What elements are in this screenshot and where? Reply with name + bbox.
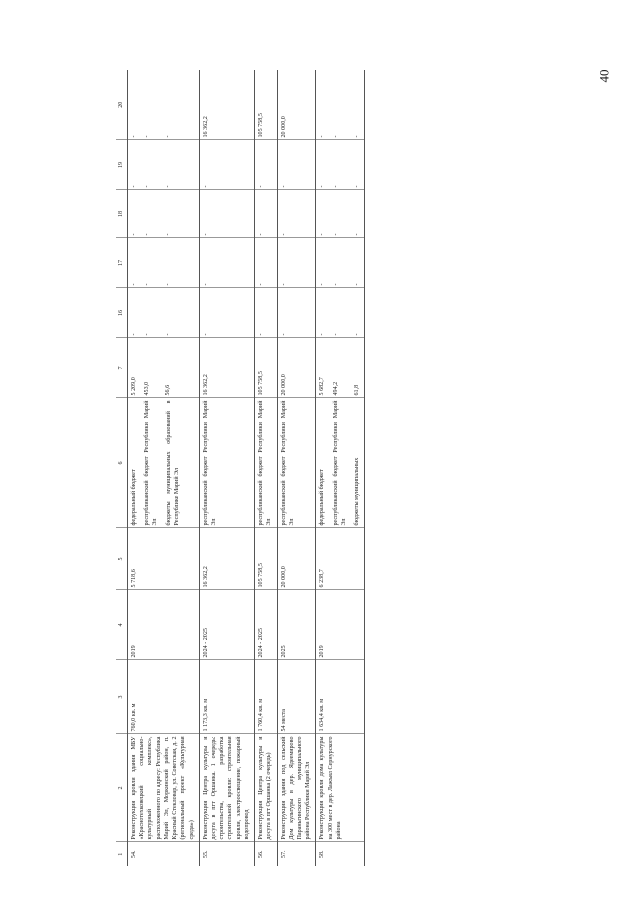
year-value: -	[319, 233, 326, 236]
year-value-cell	[255, 140, 277, 190]
year-value: 16 362,2	[202, 116, 209, 138]
year-value-cell	[199, 140, 254, 190]
year-value: -	[353, 233, 360, 236]
year-value-cell	[255, 288, 277, 338]
capacity-cell: 1 634,4 кв. м	[316, 660, 365, 734]
total-cost-cell: 5 718,6	[128, 528, 200, 590]
year-value: -	[332, 135, 339, 138]
year-value-cell	[128, 288, 200, 338]
year-value-cell	[255, 190, 277, 238]
table-row	[199, 70, 254, 866]
column-number-row	[116, 70, 128, 866]
column-header: 18	[116, 190, 128, 238]
year-value-cell	[316, 190, 365, 238]
column-header: 5	[116, 528, 128, 590]
rotated-table-container	[116, 70, 606, 866]
column-header: 3	[116, 660, 128, 734]
year-value: -	[144, 185, 151, 188]
row-number-cell: 55.	[199, 842, 254, 866]
year-value: -	[202, 333, 209, 336]
year-value-cell	[277, 70, 316, 140]
year-value: -	[144, 283, 151, 286]
year-value: -	[165, 333, 172, 336]
table-row	[316, 70, 365, 866]
total-cost-cell: 16 362,2	[199, 528, 254, 590]
row-number-cell: 56.	[255, 842, 277, 866]
year-value: -	[165, 233, 172, 236]
year-value: -	[258, 283, 265, 286]
year-value-cell	[128, 70, 200, 140]
year-value-cell	[277, 238, 316, 288]
object-name-cell: Реконструкция Центра культуры и досуга в пгт Оршанка (2 очередь)	[255, 734, 277, 842]
funding-source: бюджеты муниципальных	[354, 457, 361, 526]
year-value: -	[202, 283, 209, 286]
year-value-cell	[199, 190, 254, 238]
amount-cell	[316, 338, 365, 398]
year-value: -	[319, 135, 326, 138]
column-header: 4	[116, 590, 128, 660]
year-value-cell	[316, 70, 365, 140]
year-value: -	[144, 333, 151, 336]
funding-amount: 20 000,0	[280, 374, 287, 396]
year-value-cell	[255, 70, 277, 140]
funding-source: федеральный бюджет	[131, 469, 137, 526]
funding-source: бюджеты муниципальных образований в Республике Марий Эл	[165, 400, 180, 526]
funding-amount: 61,8	[353, 384, 360, 396]
year-value: -	[131, 185, 137, 188]
column-header: 20	[116, 70, 128, 140]
object-name-cell: Реконструкция кровли здания МБУ «Краснотехковецкий социально-культурный комплекс», расположенного по адресу: Республика Марий Эл, Моркинский район, п. Красный Стекловар, ул. Советская, д. 2 (региональный проект «Культурная среда»)	[128, 734, 200, 842]
row-number-cell: 54.	[128, 842, 200, 866]
total-cost-cell: 6 238,7	[316, 528, 365, 590]
year-value-cell	[316, 238, 365, 288]
period-cell: 2019	[128, 590, 200, 660]
column-header: 7	[116, 338, 128, 398]
funding-amount: 16 362,2	[202, 374, 209, 396]
column-header: 17	[116, 238, 128, 288]
funding-amount: 494,2	[332, 381, 339, 396]
page-number: 40	[596, 69, 612, 83]
object-name-cell: Реконструкция здания под сельский Дом культуры в дер. Ядеемирово Параньгинского муниципального района Республики Марий Эл	[277, 734, 316, 842]
column-header: 6	[116, 398, 128, 528]
construction-program-table	[116, 70, 365, 866]
funding-source: республиканский бюджет Республики Марий Эл	[202, 400, 217, 526]
year-value: -	[280, 185, 287, 188]
year-value: -	[202, 233, 209, 236]
year-value-cell	[199, 238, 254, 288]
object-name-cell: Реконструкция кровли дома культуры на 300 мест в дер. Лажъял Сернурского района	[316, 734, 365, 842]
year-value: -	[258, 333, 265, 336]
funding-amount: 56,6	[165, 384, 172, 396]
year-value: -	[353, 283, 360, 286]
year-value: -	[353, 135, 360, 138]
year-value: -	[319, 185, 326, 188]
row-number-cell: 57.	[277, 842, 316, 866]
capacity-cell: 760,0 кв. м	[128, 660, 200, 734]
column-header: 19	[116, 140, 128, 190]
amount-cell	[199, 338, 254, 398]
column-header: 16	[116, 288, 128, 338]
year-value-cell	[199, 70, 254, 140]
year-value-cell	[128, 238, 200, 288]
year-value-cell	[199, 288, 254, 338]
table-body	[128, 70, 365, 866]
year-value: -	[131, 333, 137, 336]
year-value: -	[353, 333, 360, 336]
funding-amount: 453,0	[144, 381, 151, 396]
year-value: 20 000,0	[280, 116, 287, 138]
year-value-cell	[316, 140, 365, 190]
funding-source-cell	[199, 398, 254, 528]
year-value: 105 758,5	[258, 113, 265, 138]
year-value: -	[319, 333, 326, 336]
column-header: 1	[116, 842, 128, 866]
year-value-cell	[255, 238, 277, 288]
capacity-cell: 54 места	[277, 660, 316, 734]
funding-amount: 5 209,0	[131, 377, 137, 396]
period-cell: 2019	[316, 590, 365, 660]
year-value: -	[319, 283, 326, 286]
year-value-cell	[277, 288, 316, 338]
year-value: -	[353, 185, 360, 188]
capacity-cell: 1 173,3 кв. м	[199, 660, 254, 734]
funding-source-cell	[128, 398, 200, 528]
funding-amount: 105 758,5	[258, 371, 265, 396]
row-number-cell: 58.	[316, 842, 365, 866]
year-value: -	[280, 283, 287, 286]
year-value: -	[202, 185, 209, 188]
year-value: -	[258, 233, 265, 236]
funding-source: федеральный бюджет	[319, 469, 326, 526]
year-value: -	[332, 333, 339, 336]
year-value-cell	[128, 140, 200, 190]
year-value: -	[165, 135, 172, 138]
total-cost-cell: 105 758,5	[255, 528, 277, 590]
funding-source-cell	[255, 398, 277, 528]
year-value: -	[144, 135, 151, 138]
year-value: -	[144, 233, 151, 236]
year-value-cell	[277, 190, 316, 238]
funding-source-cell	[277, 398, 316, 528]
amount-cell	[277, 338, 316, 398]
year-value: -	[165, 283, 172, 286]
funding-amount: 5 682,7	[319, 377, 326, 396]
object-name-cell: Реконструкция Центра культуры и досуга в пгт Оршанка. 1 очередь: строительства, разработка строительной кровли: строительная кровли, электроосвещение, пожарный водопровод	[199, 734, 254, 842]
funding-source-cell	[316, 398, 365, 528]
total-cost-cell: 20 000,0	[277, 528, 316, 590]
funding-source: республиканский бюджет Республики Марий Эл	[258, 400, 273, 526]
year-value: -	[280, 233, 287, 236]
funding-source: республиканский бюджет Республики Марий Эл	[332, 400, 347, 526]
period-cell: 2024 - 2025	[199, 590, 254, 660]
funding-source: республиканский бюджет Республики Марий Эл	[144, 400, 159, 526]
year-value-cell	[128, 190, 200, 238]
year-value: -	[131, 233, 137, 236]
table-row	[128, 70, 200, 866]
year-value: -	[332, 233, 339, 236]
funding-source: республиканский бюджет Республики Марий Эл	[280, 400, 295, 526]
year-value: -	[131, 135, 137, 138]
year-value-cell	[277, 140, 316, 190]
amount-cell	[128, 338, 200, 398]
period-cell: 2025	[277, 590, 316, 660]
table-row	[255, 70, 277, 866]
year-value: -	[165, 185, 172, 188]
year-value: -	[332, 185, 339, 188]
year-value-cell	[316, 288, 365, 338]
year-value: -	[258, 185, 265, 188]
capacity-cell: 1 760,4 кв. м	[255, 660, 277, 734]
column-header: 2	[116, 734, 128, 842]
year-value: -	[332, 283, 339, 286]
period-cell: 2024 - 2025	[255, 590, 277, 660]
amount-cell	[255, 338, 277, 398]
year-value: -	[131, 283, 137, 286]
table-row	[277, 70, 316, 866]
year-value: -	[280, 333, 287, 336]
